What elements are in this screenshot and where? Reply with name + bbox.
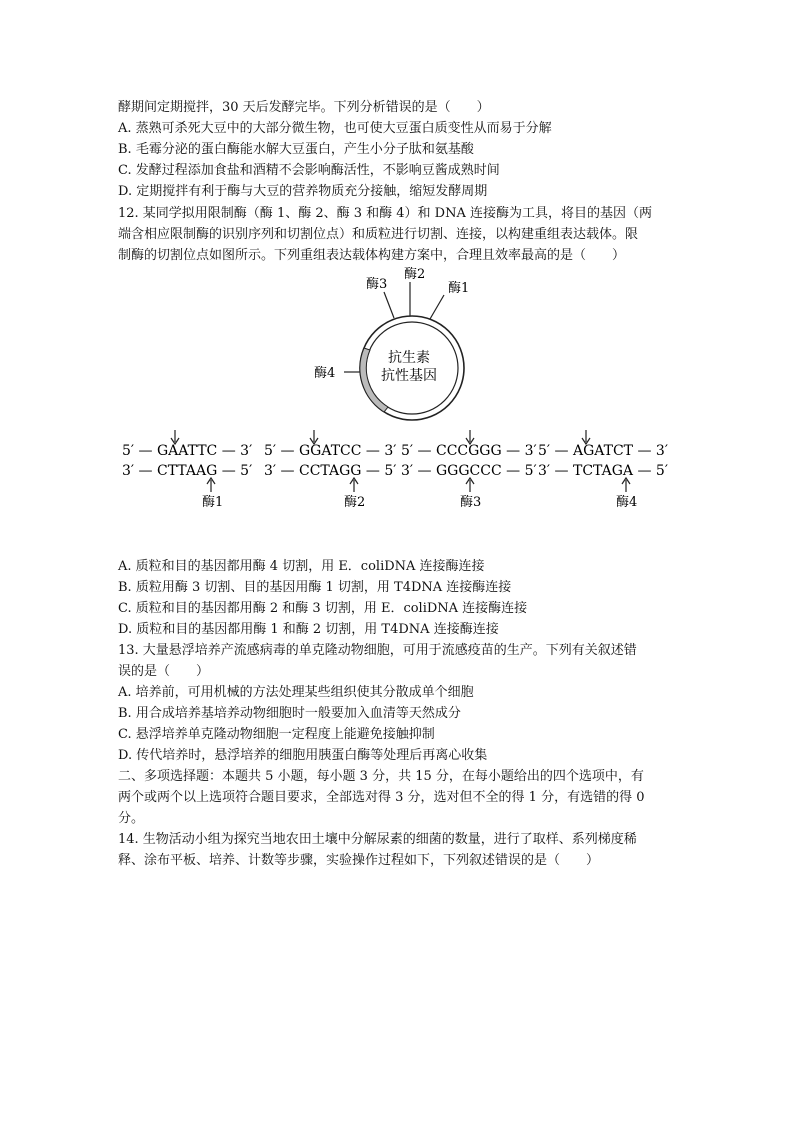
sequence-enzyme-1 bbox=[122, 430, 252, 510]
q12-option-a: A. 质粒和目的基因都用酶 4 切割，用 E．coliDNA 连接酶连接 bbox=[118, 559, 485, 574]
plasmid-diagram bbox=[118, 262, 678, 512]
q12-option-d: D. 质粒和目的基因都用酶 1 和酶 2 切割，用 T4DNA 连接酶连接 bbox=[118, 622, 499, 637]
sequence-bottom-strand: 3′ — CTTAAG — 5′ bbox=[122, 463, 253, 479]
sequence-top-strand: 5′ — AGATCT — 3′ bbox=[538, 443, 668, 459]
sequence-enzyme-2 bbox=[264, 430, 396, 510]
gene-label-line-2: 抗性基因 bbox=[381, 368, 437, 384]
q13-stem-line-2: 误的是（ ） bbox=[118, 664, 210, 679]
sequence-enzyme-label: 酶2 bbox=[344, 495, 366, 510]
q12-stem-line-2: 端含相应限制酶的识别序列和切割位点）和质粒进行切割、连接，以构建重组表达载体。限 bbox=[118, 227, 639, 242]
site-line-enzyme-3 bbox=[384, 292, 394, 318]
q12-option-b: B. 质粒用酶 3 切割、目的基因用酶 1 切割，用 T4DNA 连接酶连接 bbox=[118, 580, 512, 595]
sequence-enzyme-label: 酶3 bbox=[460, 495, 482, 510]
q13-option-d: D. 传代培养时，悬浮培养的细胞用胰蛋白酶等处理后再离心收集 bbox=[118, 748, 488, 763]
site-line-enzyme-1 bbox=[430, 295, 444, 319]
q11-option-c: C. 发酵过程添加食盐和酒精不会影响酶活性，不影响豆酱成熟时间 bbox=[118, 163, 500, 178]
sequence-top-strand: 5′ — CCCGGG — 3′ bbox=[401, 443, 537, 459]
sequence-top-strand: 5′ — GAATTC — 3′ bbox=[122, 443, 253, 459]
site-label-enzyme-3: 酶3 bbox=[366, 277, 388, 292]
q12-stem-line-1: 12. 某同学拟用限制酶（酶 1、酶 2、酶 3 和酶 4）和 DNA 连接酶为工具，将目的基因（两 bbox=[118, 206, 653, 221]
q11-option-a: A. 蒸熟可杀死大豆中的大部分微生物，也可使大豆蛋白质变性从而易于分解 bbox=[118, 121, 552, 136]
site-label-enzyme-2: 酶2 bbox=[404, 267, 426, 282]
sequence-bottom-strand: 3′ — CCTAGG — 5′ bbox=[264, 463, 397, 479]
sequence-bottom-strand: 3′ — TCTAGA — 5′ bbox=[538, 463, 668, 479]
site-label-enzyme-1: 酶1 bbox=[448, 281, 470, 296]
q11-option-d: D. 定期搅拌有利于酶与大豆的营养物质充分接触，缩短发酵周期 bbox=[118, 184, 488, 199]
sequence-bottom-strand: 3′ — GGGCCC — 5′ bbox=[401, 463, 537, 479]
sequence-top-strand: 5′ — GGATCC — 3′ bbox=[264, 443, 397, 459]
section2-heading-line-2: 两个或两个以上选项符合题目要求，全部选对得 3 分，选对但不全的得 1 分，有选错的得 0 bbox=[118, 790, 645, 805]
q11-option-b: B. 毛霉分泌的蛋白酶能水解大豆蛋白，产生小分子肽和氨基酸 bbox=[118, 142, 474, 157]
q12-option-c: C. 质粒和目的基因都用酶 2 和酶 3 切割，用 E．coliDNA 连接酶连接 bbox=[118, 601, 528, 616]
q13-option-a: A. 培养前，可用机械的方法处理某些组织使其分散成单个细胞 bbox=[118, 685, 474, 700]
q11-stem-tail: 酵期间定期搅拌，30 天后发酵完毕。下列分析错误的是（ ） bbox=[118, 100, 490, 115]
gene-label-line-1: 抗生素 bbox=[388, 350, 430, 366]
q13-option-b: B. 用合成培养基培养动物细胞时一般要加入血清等天然成分 bbox=[118, 706, 461, 721]
q14-stem-line-1: 14. 生物活动小组为探究当地农田土壤中分解尿素的细菌的数量，进行了取样、系列梯度稀 bbox=[118, 832, 637, 847]
sequence-enzyme-label: 酶1 bbox=[202, 495, 224, 510]
sequence-enzyme-3 bbox=[401, 430, 537, 510]
q12-stem-line-3: 制酶的切割位点如图所示。下列重组表达载体构建方案中，合理且效率最高的是（ ） bbox=[118, 248, 626, 263]
sequence-enzyme-label: 酶4 bbox=[616, 495, 638, 510]
section2-heading-line-1: 二、多项选择题：本题共 5 小题，每小题 3 分，共 15 分，在每小题给出的四个选项中，有 bbox=[118, 769, 644, 784]
q14-stem-line-2: 释、涂布平板、培养、计数等步骤，实验操作过程如下，下列叙述错误的是（ ） bbox=[118, 853, 600, 868]
q13-stem-line-1: 13. 大量悬浮培养产流感病毒的单克隆动物细胞，可用于流感疫苗的生产。下列有关叙述错 bbox=[118, 643, 637, 658]
site-label-enzyme-4: 酶4 bbox=[314, 366, 336, 381]
section2-heading-line-3: 分。 bbox=[118, 811, 145, 826]
q13-option-c: C. 悬浮培养单克隆动物细胞一定程度上能避免接触抑制 bbox=[118, 727, 435, 742]
sequence-enzyme-4 bbox=[538, 430, 668, 510]
